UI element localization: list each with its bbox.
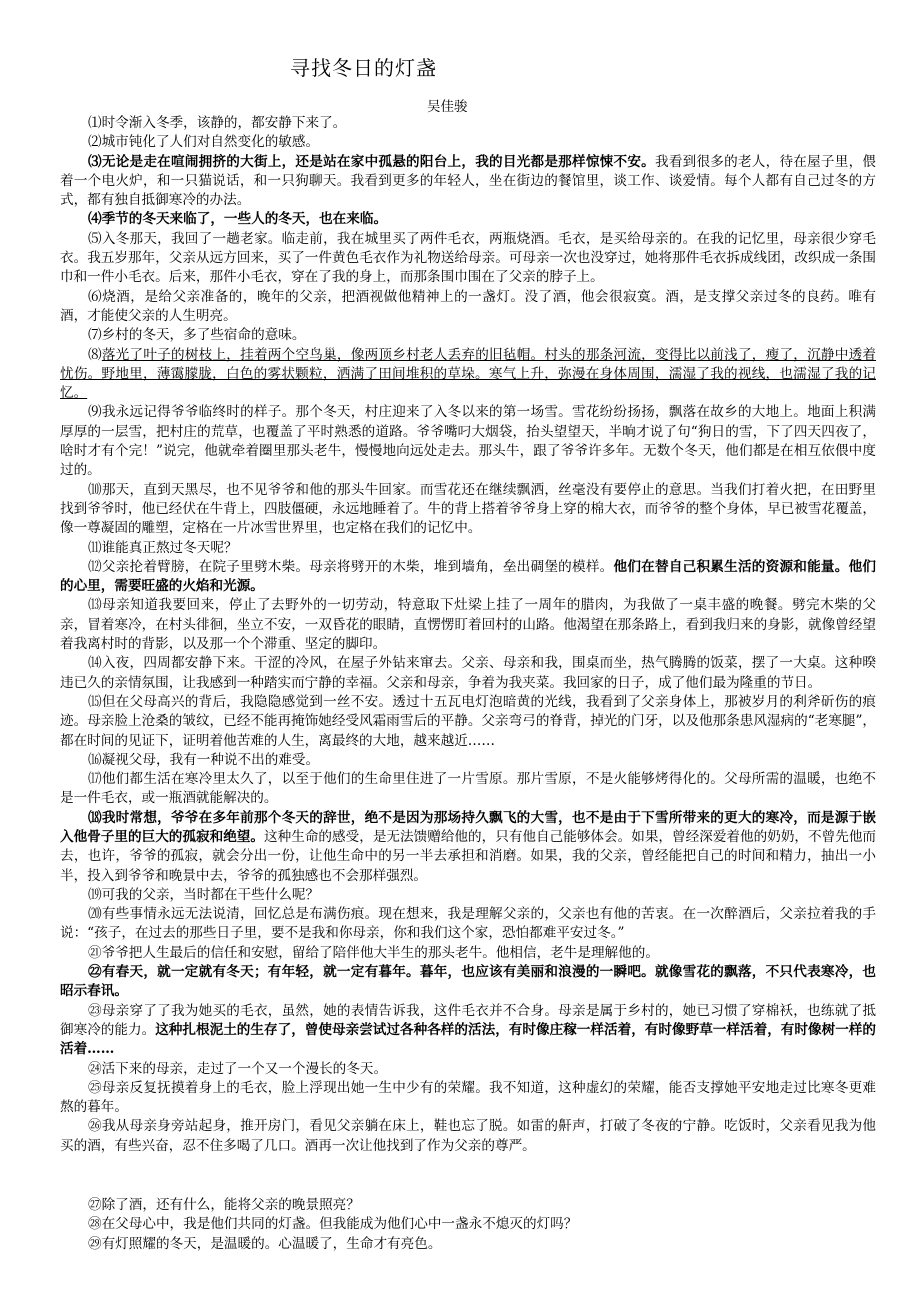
- paragraph-text: ⒇有些事情永远无法说清，回忆总是布满伤痕。现在想来，我是理解父亲的，父亲也有他的苦衷。在一次醉酒后，父亲拉着我的手说：“孩子，在过去的那些日子里，要不是我和你母亲，你和我们这个家，恐怕都难平安过冬。”: [60, 906, 876, 942]
- paragraph: [60, 1060, 876, 1079]
- closing-line: ㉗除了酒，还有什么，能将父亲的晚景照亮？: [88, 1197, 360, 1214]
- paragraph-text: ㉓母亲穿了了我为她买的毛衣，虽然，她的表情告诉我，这件毛衣并不合身。母亲是属于乡村的，她已习惯了穿棉袄，也练就了抵御寒冷的能力。: [60, 1002, 876, 1038]
- paragraph-text: ⑾谁能真正熬过冬天呢？: [88, 539, 238, 556]
- paragraph: [60, 1002, 876, 1060]
- paragraph-list: [60, 114, 876, 1156]
- paragraph: [60, 770, 876, 809]
- paragraph-text: ⒀母亲知道我要回来，停止了去野外的一切劳动，特意取下灶梁上挂了一周年的腊肉，为我做了一桌丰盛的晚餐。劈完木柴的父亲，冒着寒冷，在村头徘徊，坐立不安，一双昏花的眼睛，直愣愣盯着回村的山路。他渴望在那条路上，看到我归来的身影，就像曾经望着我离村时的背影，以及那一个个滞重、坚定的脚印。: [60, 597, 876, 653]
- paragraph: [60, 114, 876, 133]
- paragraph: [60, 905, 876, 944]
- emphasis-text: 他们在替自己积累生活的资源和能量。他们的心里，需要旺盛的火焰和光源。: [60, 558, 877, 595]
- paragraph-text: ⑵城市钝化了人们对自然变化的敏感。: [88, 134, 320, 151]
- paragraph: [60, 1117, 876, 1156]
- paragraph: [60, 288, 876, 327]
- paragraph-text: ⑿父亲抡着臂膀，在院子里劈木柴。母亲将劈开的木柴，堆到墙角，垒出碉堡的模样。: [88, 558, 614, 575]
- paragraph: [60, 230, 876, 288]
- paragraph-text: ㉑爷爷把人生最后的信任和安慰，留给了陪伴他大半生的那头老牛。他相信，老牛是理解他的。: [88, 944, 659, 961]
- paragraph-text: ⑽那天，直到天黑尽，也不见爷爷和他的那头牛回家。而雪花还在继续飘洒，丝毫没有要停止的意思。当我们打着火把，在田野里找到爷爷时，他已经伏在牛背上，四肢僵硬，永远地睡着了。牛的背上搭着爷爷身上穿的棉大衣，而爷爷的整个身体，早已被雪花覆盖，像一尊凝固的雕塑，定格在一片冰雪世界里，也定格在我们的记忆中。: [60, 481, 876, 537]
- paragraph: [60, 133, 876, 152]
- paragraph-text: ㉖我从母亲身旁站起身，推开房门，看见父亲躺在床上，鞋也忘了脱。如雷的鼾声，打破了冬夜的宁静。吃饭时，父亲看见我为他买的酒，有些兴奋，忍不住多喝了几口。酒再一次让他找到了作为父亲的尊严。: [60, 1118, 876, 1154]
- paragraph: [60, 654, 876, 693]
- paragraph: [60, 693, 876, 751]
- paragraph: [60, 1079, 876, 1118]
- paragraph: [60, 809, 876, 886]
- closing-lines: [60, 1196, 876, 1254]
- paragraph-text: ⑻: [88, 346, 102, 363]
- paragraph: [60, 403, 876, 480]
- paragraph-text: ⑹烧酒，是给父亲准备的，晚年的父亲，把酒视做他精神上的一盏灯。没了酒，他会很寂寞。酒，是支撑父亲过冬的良药。唯有酒，才能使父亲的人生明亮。: [60, 288, 876, 324]
- paragraph: [60, 596, 876, 654]
- underlined-text: 落光了叶子的树枝上，挂着两个空鸟巢，像两顶乡村老人丢弃的旧毡帽。村头的那条河流，变得比以前浅了，瘦了，沉静中透着忧伤。野地里，薄霭朦胧，白色的雾状颗粒，洒满了田间堆积的草垛。寒气上升，弥漫在身体周围，濡湿了我的视线，也濡湿了我的记忆。: [60, 346, 877, 402]
- emphasis-text: ⑶无论是走在喧闹拥挤的大街上，还是站在家中孤悬的阳台上，我的目光都是那样惊悚不安。: [88, 153, 655, 170]
- page-title: 寻找冬日的灯盏: [290, 56, 437, 80]
- paragraph: [60, 481, 876, 539]
- paragraph-text: ⒁入夜，四周都安静下来。干涩的冷风，在屋子外钻来窜去。父亲、母亲和我，围桌而坐，热气腾腾的饭菜，摆了一大桌。这种暌违已久的亲情氛围，让我感到一种踏实而宁静的幸福。父亲和母亲，争着为我夹菜。我回家的日子，成了他们最为隆重的节日。: [60, 655, 876, 691]
- paragraph: [60, 326, 876, 345]
- paragraph: [60, 558, 876, 597]
- paragraph-text: ⒂但在父母高兴的背后，我隐隐感觉到一丝不安。透过十五瓦电灯泡暗黄的光线，我看到了父亲身体上，那被岁月的利斧斫伤的痕迹。母亲脸上沧桑的皱纹，已经不能再掩饰她经受风霜雨雪后的平静。父亲弯弓的脊背，掉光的门牙，以及他那条患风湿病的“老寒腿”，都在时间的见证下，证明着他苦难的人生，离最终的大地，越来越近……: [60, 693, 876, 749]
- paragraph: [60, 539, 876, 558]
- section-gap: [60, 1156, 876, 1196]
- emphasis-text: 这种扎根泥土的生存了，曾使母亲尝试过各种各样的活法，有时像庄稼一样活着，有时像野草一样活着，有时像树一样的活着……: [60, 1021, 876, 1058]
- paragraph: [60, 751, 876, 770]
- paragraph: [60, 963, 876, 1002]
- paragraph-text: ⑴时令渐入冬季，该静的，都安静下来了。: [88, 115, 347, 131]
- paragraph: [60, 886, 876, 905]
- paragraph: [60, 944, 876, 963]
- paragraph-text: ⑺乡村的冬天，多了些宿命的意味。: [88, 327, 306, 344]
- closing-line: ㉙有灯照耀的冬天，是温暖的。心温暖了，生命才有亮色。: [88, 1235, 442, 1252]
- paragraph: [60, 346, 876, 404]
- emphasis-text: ⑷季节的冬天来临了，一些人的冬天，也在来临。: [88, 211, 388, 228]
- paragraph: [60, 210, 876, 229]
- paragraph-text: ⑼我永远记得爷爷临终时的样子。那个冬天，村庄迎来了入冬以来的第一场雪。雪花纷纷扬扬，飘落在故乡的大地上。地面上积满厚厚的一层雪，把村庄的荒草，也覆盖了平时熟悉的道路。爷爷嘴叼大烟袋，抬头望望天，半晌才说了句“狗日的雪，下了四天四夜了，啥时才有个完！”说完，他就牵着圈里那头老牛，慢慢地向远处走去。那头牛，跟了爷爷许多年。无数个冬天，他们都是在相互依偎中度过的。: [60, 404, 876, 479]
- essay-body: [60, 114, 876, 1254]
- paragraph-text: ⒆可我的父亲，当时都在干些什么呢？: [88, 886, 320, 903]
- paragraph-text: ⑸入冬那天，我回了一趟老家。临走前，我在城里买了两件毛衣，两瓶烧酒。毛衣，是买给母亲的。在我的记忆里，母亲很少穿毛衣。我五岁那年，父亲从远方回来，买了一件黄色毛衣作为礼物送给母亲。可母亲一次也没穿过，她将那件毛衣拆成线团，改织成一条围巾和一件小毛衣。后来，那件小毛衣，穿在了我的身上，而那条围巾围在了父亲的脖子上。: [60, 230, 876, 286]
- closing-line: ㉘在父母心中，我是他们共同的灯盏。但我能成为他们心中一盏永不熄灭的灯吗？: [88, 1216, 578, 1233]
- emphasis-text: ⒅我时常想，爷爷在多年前那个冬天的辞世，绝不是因为那场持久飘飞的大雪，也不是由于下雪所带来的更大的寒冷，而是源于嵌入他骨子里的巨大的孤寂和绝望。: [60, 809, 876, 845]
- paragraph: [60, 153, 876, 211]
- paragraph-text: ⒃凝视父母，我有一种说不出的难受。: [88, 751, 320, 768]
- emphasis-text: ㉒有春天，就一定就有冬天；有年轻，就一定有暮年。暮年，也应该有美丽和浪漫的一瞬吧。就像雪花的飘落，不只代表寒冷，也昭示春讯。: [60, 964, 876, 1000]
- paragraph-text: 我看到很多的老人，待在屋子里，偎着一个电火炉，和一只猫说话，和一只狗聊天。我看到更多的年轻人，坐在街边的餐馆里，谈工作、谈爱情。每个人都有自己过冬的方式，都有独自抵御寒冷的办法。: [60, 153, 877, 209]
- paragraph-text: ㉕母亲反复抚摸着身上的毛衣，脸上浮现出她一生中少有的荣耀。我不知道，这种虚幻的荣耀，能否支撑她平安地走过比寒冬更难熬的暮年。: [60, 1079, 876, 1116]
- paragraph-text: ㉔活下来的母亲，走过了一个又一个漫长的冬天。: [88, 1060, 388, 1077]
- paragraph-text: ⒄他们都生活在寒冷里太久了，以至于他们的生命里住进了一片雪原。那片雪原，不是火能够烤得化的。父母所需的温暖，也绝不是一件毛衣，或一瓶酒就能解决的。: [60, 771, 876, 807]
- paragraph-text: 这种生命的感受，是无法馈赠给他的，只有他自己能够体会。如果，曾经深爱着他的奶奶，不曾先他而去，也许，爷爷的孤寂，就会分出一份，让他生命中的另一半去承担和消磨。如果，我的父亲，曾经能把自己的时间和精力，抽出一小半，投入到爷爷和晚景中去，爷爷的孤独感也不会那样强烈。: [60, 828, 877, 884]
- author-name: 吴佳骏: [427, 99, 468, 115]
